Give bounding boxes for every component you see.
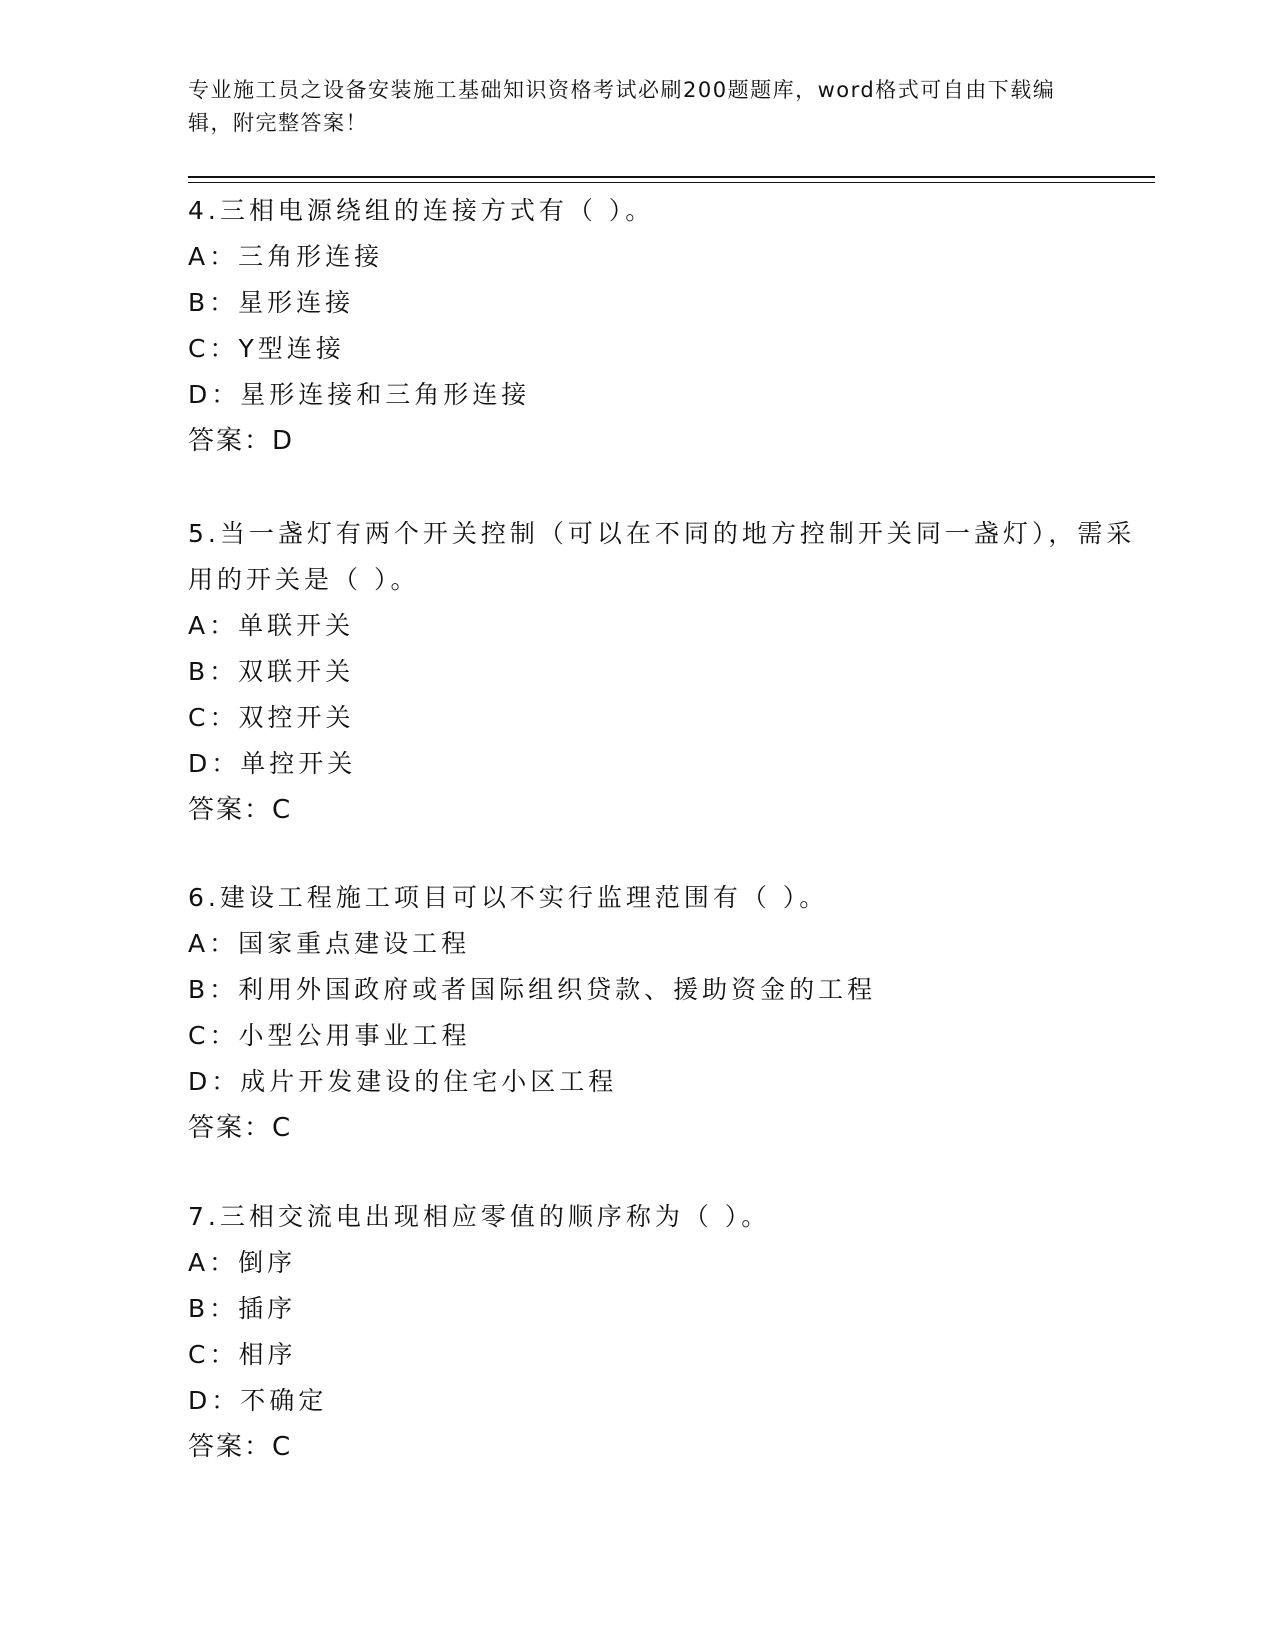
option-b: B：利用外国政府或者国际组织贷款、援助资金的工程 <box>188 975 877 1004</box>
answer: 答案：C <box>188 795 293 825</box>
option-b: B：插序 <box>188 1294 297 1323</box>
question-5 <box>188 511 1148 833</box>
question-stem: 5.当一盏灯有两个开关控制（可以在不同的地方控制开关同一盏灯），需采用的开关是（ ）。 <box>188 519 1136 594</box>
answer: 答案：C <box>188 1113 293 1143</box>
option-b: B：双联开关 <box>188 657 355 686</box>
header-divider-thin <box>188 182 1155 183</box>
question-4 <box>188 188 1148 464</box>
option-d: D：星形连接和三角形连接 <box>188 380 531 409</box>
document-header: 专业施工员之设备安装施工基础知识资格考试必刷200题题库，word格式可自由下载编辑，附完整答案！ <box>188 78 1056 135</box>
option-d: D：成片开发建设的住宅小区工程 <box>188 1067 618 1096</box>
question-stem: 7.三相交流电出现相应零值的顺序称为（ ）。 <box>188 1202 771 1231</box>
option-d: D：单控开关 <box>188 749 357 778</box>
option-c: C：双控开关 <box>188 703 355 732</box>
question-6 <box>188 875 1148 1151</box>
question-stem: 6.建设工程施工项目可以不实行监理范围有（ ）。 <box>188 883 829 912</box>
option-a: A：国家重点建设工程 <box>188 929 471 958</box>
option-a: A：单联开关 <box>188 611 355 640</box>
answer: 答案：C <box>188 1432 293 1462</box>
answer: 答案：D <box>188 426 295 456</box>
option-d: D：不确定 <box>188 1386 328 1415</box>
option-a: A：三角形连接 <box>188 242 384 271</box>
option-b: B：星形连接 <box>188 288 355 317</box>
option-c: C：小型公用事业工程 <box>188 1021 471 1050</box>
option-a: A：倒序 <box>188 1248 297 1277</box>
option-c: C：相序 <box>188 1340 297 1369</box>
question-stem: 4.三相电源绕组的连接方式有（ ）。 <box>188 196 655 225</box>
header-divider-thick <box>188 176 1155 178</box>
question-7 <box>188 1194 1148 1470</box>
option-c: C：Y型连接 <box>188 334 345 363</box>
